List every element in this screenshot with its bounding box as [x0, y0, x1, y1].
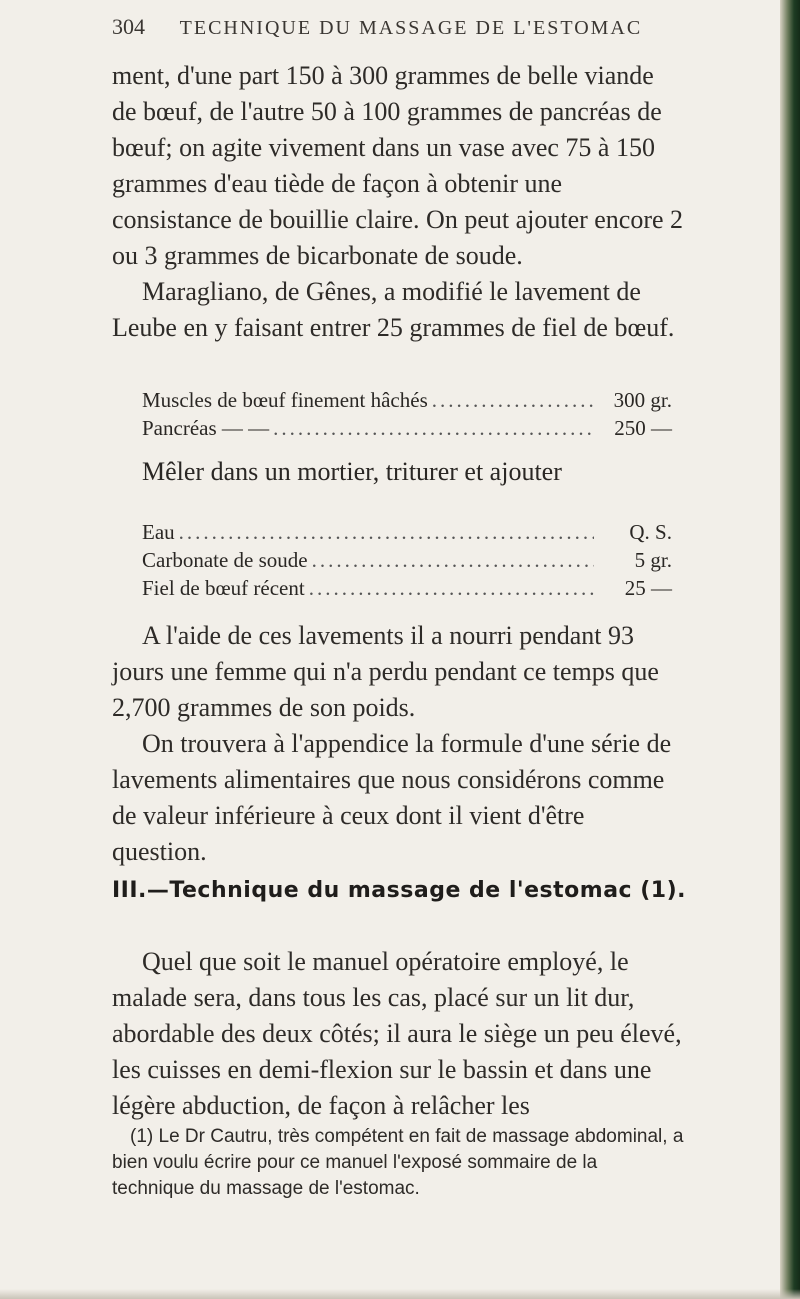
- recipe-quantity: 300 gr.: [613, 388, 672, 412]
- recipe-ingredient: Fiel de bœuf récent: [142, 576, 305, 600]
- page-number: 304: [112, 14, 145, 39]
- leader-dots: [312, 546, 594, 574]
- recipe-row: [142, 574, 672, 602]
- text-block-bottom: [112, 944, 684, 1124]
- recipe-row: [142, 386, 672, 414]
- recipe-row: [142, 546, 672, 574]
- recipe-table-1: [142, 386, 672, 442]
- recipe-quantity: Q. S.: [629, 520, 672, 544]
- recipe-ingredient: Eau: [142, 520, 175, 544]
- page-bottom-edge: [0, 1289, 800, 1299]
- recipe-table-2: [142, 518, 672, 602]
- leader-dots: [273, 414, 594, 442]
- recipe-row: [142, 518, 672, 546]
- paragraph: ment, d'une part 150 à 300 grammes de belle viande de bœuf, de l'autre 50 à 100 grammes de pancréas de bœuf; on agite vivement dans un vase avec 75 à 150 grammes d'eau tiède de façon à obtenir une consistance de bouillie claire. On peut ajouter encore 2 ou 3 grammes de bicarbonate de soude.: [112, 61, 684, 270]
- recipe-quantity: 5 gr.: [634, 548, 672, 572]
- footnote-text: (1) Le Dr Cautru, très compétent en fait de massage abdominal, a bien voulu écrire pour ce manuel l'exposé sommaire de la technique du massage de l'estomac.: [112, 1126, 684, 1199]
- paragraph: A l'aide de ces lavements il a nourri pendant 93 jours une femme qui n'a perdu pendant ce temps que 2,700 grammes de son poids.: [112, 621, 659, 722]
- paragraph: On trouvera à l'appendice la formule d'une série de lavements alimentaires que nous considérons comme de valeur inférieure à ceux dont il vient d'être question.: [112, 729, 672, 866]
- leader-dots: [309, 574, 594, 602]
- text-block-middle: [112, 618, 684, 870]
- text-block-top: [112, 58, 684, 346]
- recipe-row: [142, 414, 672, 442]
- leader-dots: [179, 518, 594, 546]
- recipe-quantity: 25 —: [624, 576, 672, 600]
- recipe-ingredient: Carbonate de soude: [142, 548, 308, 572]
- recipe-ingredient: Muscles de bœuf finement hâchés: [142, 388, 428, 412]
- footnote: [112, 1124, 684, 1202]
- section-heading: III.—Technique du massage de l'estomac (1).: [112, 878, 687, 903]
- book-binding-edge: [780, 0, 800, 1299]
- paragraph: Quel que soit le manuel opératoire employé, le malade sera, dans tous les cas, placé sur un lit dur, abordable des deux côtés; il aura le siège un peu élevé, les cuisses en demi-flexion sur le bassin et dans une légère abduction, de façon à relâcher les: [112, 947, 682, 1120]
- instruction-line: Mêler dans un mortier, triturer et ajouter: [142, 457, 562, 486]
- running-title: TECHNIQUE DU MASSAGE DE L'ESTOMAC: [179, 17, 643, 39]
- recipe-ingredient: Pancréas — —: [142, 416, 270, 440]
- recipe-quantity: 250 —: [614, 416, 672, 440]
- page-header: [112, 14, 672, 40]
- paragraph: Maragliano, de Gênes, a modifié le lavement de Leube en y faisant entrer 25 grammes de fiel de bœuf.: [112, 277, 675, 342]
- leader-dots: [432, 386, 594, 414]
